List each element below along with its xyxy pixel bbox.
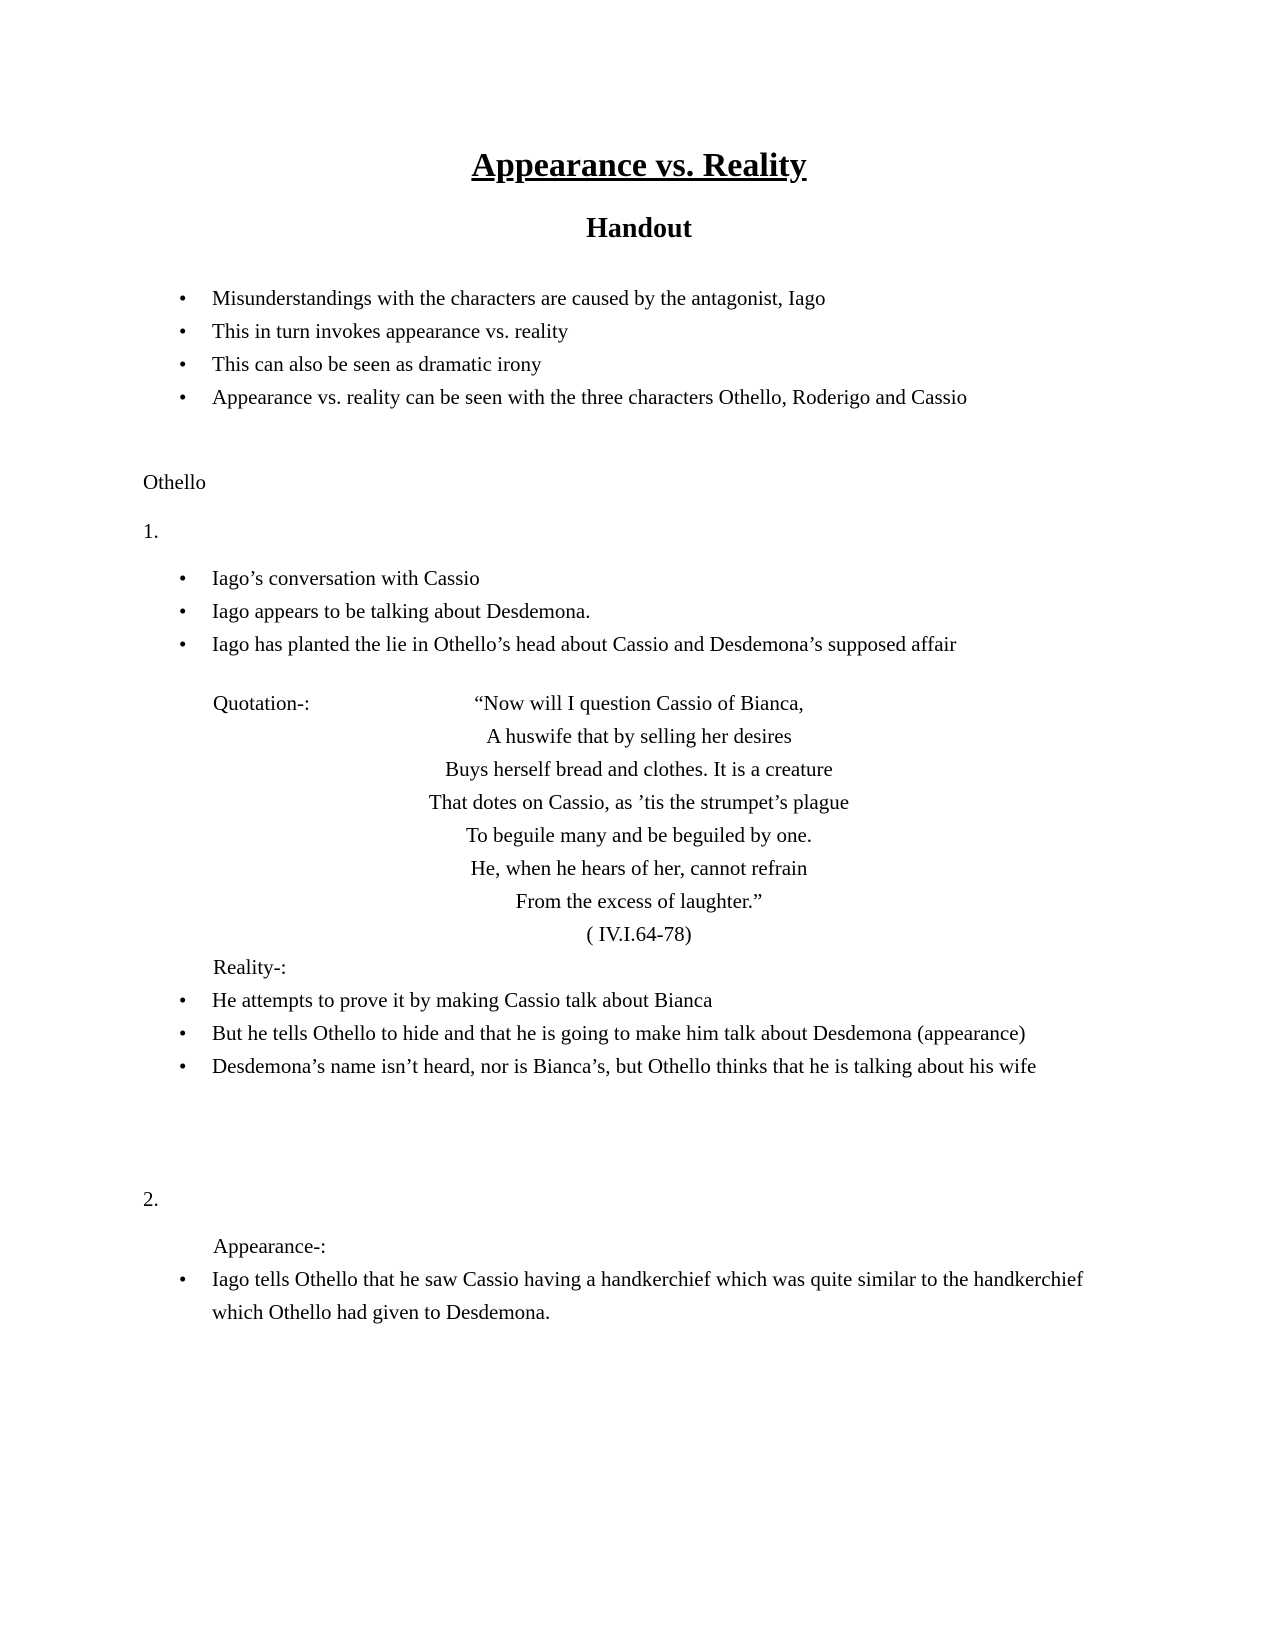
bullet-item: • But he tells Othello to hide and that he is going to make him talk about Desdemona (appearance) [212, 1017, 1135, 1050]
bullet-item: • Iago tells Othello that he saw Cassio having a handkerchief which was quite similar to the handkerchief which Othello had given to Desdemona. [212, 1263, 1135, 1329]
reality-label: Reality-: [213, 955, 287, 979]
quote-line: That dotes on Cassio, as ’tis the strumpet’s plague [428, 790, 850, 814]
appearance-label: Appearance-: [213, 1234, 327, 1258]
bullet-item: • He attempts to prove it by making Cassio talk about Bianca [212, 984, 1135, 1017]
quote-line: From the excess of laughter.” [515, 889, 763, 913]
bullet-item: • Desdemona’s name isn’t heard, nor is Bianca’s, but Othello thinks that he is talking about his wife [212, 1050, 1135, 1083]
quotation-block [143, 687, 1135, 951]
quote-line: Buys herself bread and clothes. It is a creature [445, 757, 833, 781]
point-1-number: 1. [143, 519, 159, 543]
quotation-label: Quotation-: [213, 691, 310, 715]
bullet-item: • Iago has planted the lie in Othello’s head about Cassio and Desdemona’s supposed affair [212, 628, 1135, 661]
page-subtitle: Handout [586, 213, 692, 244]
bullet-item: • Misunderstandings with the characters are caused by the antagonist, Iago [212, 282, 1135, 315]
quote-line: He, when he hears of her, cannot refrain [470, 856, 808, 880]
quotation-lines [143, 687, 1135, 951]
reality-bullet-list [143, 984, 1135, 1083]
page-title [143, 146, 1135, 186]
quote-citation: ( IV.I.64-78) [586, 922, 692, 946]
quote-line: “Now will I question Cassio of Bianca, [474, 691, 804, 715]
intro-bullet-list [143, 282, 1135, 414]
bullet-item: • Iago appears to be talking about Desdemona. [212, 595, 1135, 628]
appearance-bullet-list [143, 1263, 1135, 1329]
point-1-bullet-list [143, 562, 1135, 661]
quote-line: To beguile many and be beguiled by one. [465, 823, 813, 847]
bullet-item: • This can also be seen as dramatic irony [212, 348, 1135, 381]
quote-line: A huswife that by selling her desires [486, 724, 792, 748]
page-title-text: Appearance vs. Reality [471, 147, 807, 184]
point-2-number: 2. [143, 1187, 159, 1211]
bullet-item: • This in turn invokes appearance vs. reality [212, 315, 1135, 348]
bullet-item: • Appearance vs. reality can be seen with the three characters Othello, Roderigo and Cassio [212, 381, 1135, 414]
section-heading-othello: Othello [143, 470, 206, 494]
bullet-item: • Iago’s conversation with Cassio [212, 562, 1135, 595]
